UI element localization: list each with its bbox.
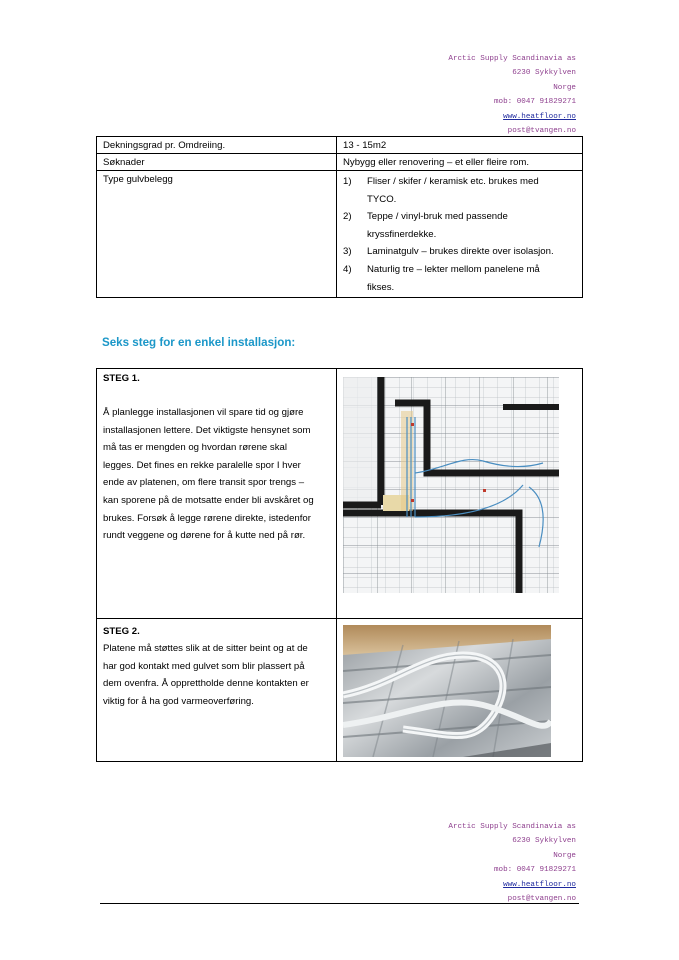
floor-options-list: [337, 171, 583, 298]
property-label: Type gulvbelegg: [97, 171, 337, 298]
step-title: STEG 2.: [103, 626, 140, 637]
steps-table: [96, 368, 583, 762]
property-value: Nybygg eller renovering – et eller fleire rom.: [337, 154, 583, 171]
table-row: [97, 619, 583, 762]
property-value: 13 - 15m2: [337, 137, 583, 154]
website-link[interactable]: www.heatfloor.no: [503, 880, 576, 889]
step-body: Å planlegge installasjonen vil spare tid og gjøre installasjonen lettere. Det viktigste hensynet som må tas er mengden og hvordan rørene skal legges. Det fines en rekke paralelle spor I hver ende av platenen, om flere transit spor trengs – kan sporene på de motsatte ender bli avskåret og brukes. Forsøk å legge rørene direkte, istedenfor rundt veggene og dørene for å kutte ned på rør.: [103, 407, 314, 542]
table-row: [97, 154, 583, 171]
table-row: [97, 171, 583, 298]
footer-divider: [100, 903, 579, 904]
company-header: [448, 52, 576, 138]
step-body: Platene må støttes slik at de sitter beint og at de har god kontakt med gulvet som blir plassert på dem ovenfra. Å opprettholde denne kontakten er viktig for å ha god varmeoverføring.: [103, 643, 309, 707]
step-2-figure-cell: [337, 619, 583, 762]
list-item: 2) Teppe / vinyl-bruk med passende: [343, 211, 508, 223]
list-item: kryssfinerdekke.: [367, 228, 437, 240]
list-item: TYCO.: [367, 193, 397, 205]
list-item: 3) Laminatgulv – brukes direkte over isolasjon.: [343, 246, 554, 258]
table-row: [97, 369, 583, 619]
floor-plan-diagram: [343, 377, 559, 593]
email-link[interactable]: post@tvangen.no: [507, 127, 576, 136]
company-city: 6230 Sykkylven: [512, 69, 576, 78]
company-country: Norge: [553, 83, 576, 92]
pipe-installation-photo: [343, 625, 551, 757]
step-title: STEG 1.: [103, 373, 140, 384]
company-name: Arctic Supply Scandinavia as: [448, 55, 576, 63]
list-item: 1) Fliser / skifer / keramisk etc. brukes med: [343, 176, 539, 187]
step-1-text: [97, 369, 337, 619]
step-1-figure-cell: [337, 369, 583, 619]
property-label: Søknader: [97, 154, 337, 171]
company-footer: [448, 820, 576, 906]
company-country: Norge: [553, 851, 576, 860]
step-2-text: [97, 619, 337, 762]
table-row: [97, 137, 583, 154]
list-item: fikses.: [367, 281, 395, 293]
properties-table: [96, 136, 583, 298]
email-link[interactable]: post@tvangen.no: [507, 895, 576, 904]
website-link[interactable]: www.heatfloor.no: [503, 112, 576, 121]
property-label: Dekningsgrad pr. Omdreiing.: [97, 137, 337, 154]
company-mobile: mob: 0047 91829271: [493, 866, 576, 875]
company-name: Arctic Supply Scandinavia as: [448, 823, 576, 831]
list-item: 4) Naturlig tre – lekter mellom panelene må: [343, 263, 540, 275]
company-mobile: mob: 0047 91829271: [493, 98, 576, 107]
company-city: 6230 Sykkylven: [512, 837, 576, 846]
section-title: Seks steg for en enkel installasjon:: [102, 336, 296, 349]
